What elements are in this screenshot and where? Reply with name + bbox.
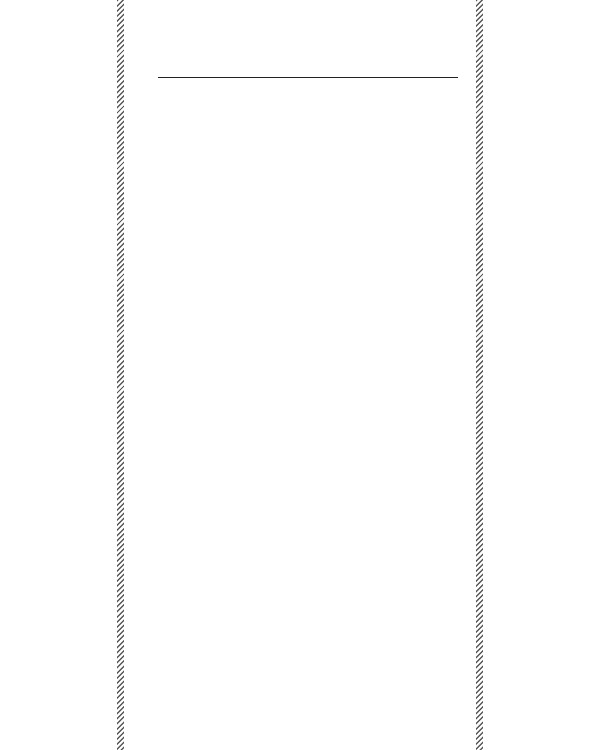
header-rule (158, 77, 458, 78)
left-decorative-border (117, 0, 124, 750)
right-decorative-border (476, 0, 483, 750)
